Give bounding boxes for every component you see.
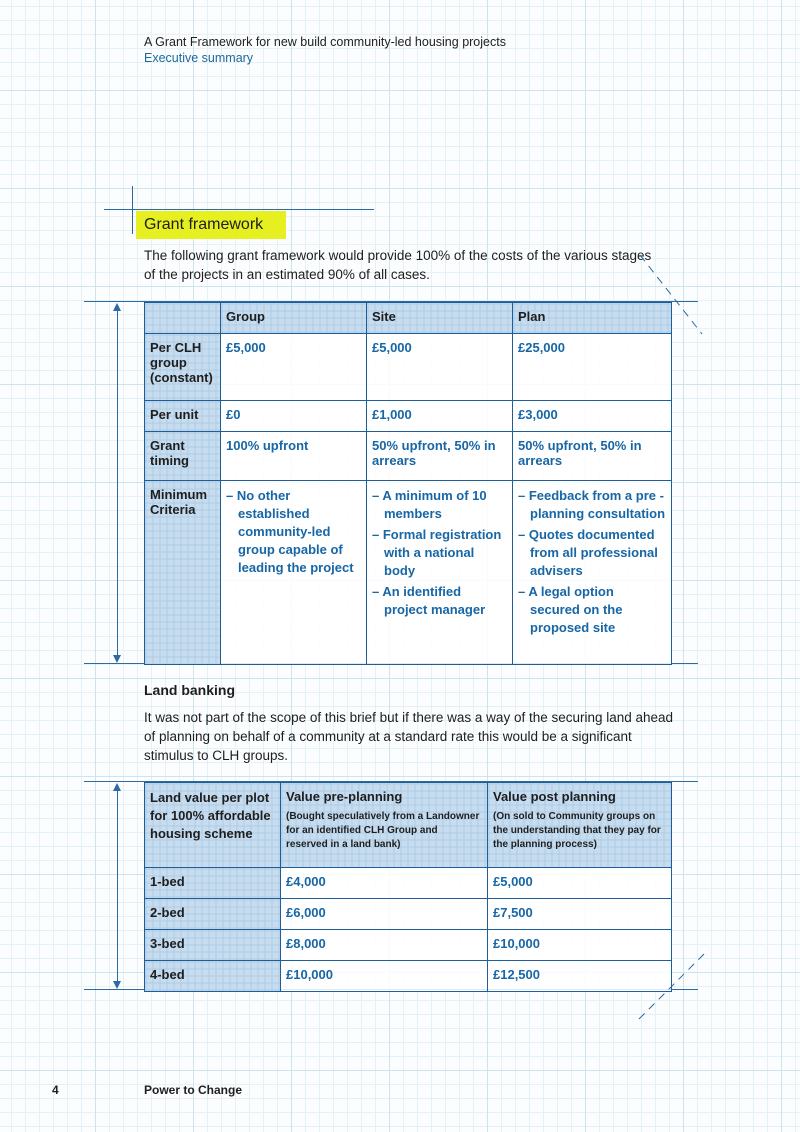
row-label: Per unit <box>145 401 221 432</box>
column-header-pre-planning <box>281 783 488 868</box>
table-cell: £4,000 <box>281 868 488 899</box>
criteria-item: – A minimum of 10 members <box>372 488 487 521</box>
table-row <box>145 899 672 930</box>
column-header-plan: Plan <box>513 303 672 334</box>
row-label: Minimum Criteria <box>145 481 221 665</box>
header-note: (Bought speculatively from a Landowner for an identified CLH Group and reserved in a land bank) <box>286 811 480 850</box>
row-label: 1-bed <box>145 868 281 899</box>
criteria-item: – Quotes documented from all professional advisers <box>518 527 658 578</box>
footer-publisher: Power to Change <box>144 1083 243 1097</box>
criteria-cell-plan <box>513 481 672 665</box>
table-cell: £12,500 <box>488 961 672 992</box>
criteria-item: – An identified project manager <box>372 584 486 617</box>
row-label: Grant timing <box>145 432 221 481</box>
table-cell: £5,000 <box>488 868 672 899</box>
header-text: Land value per plot for 100% affordable housing scheme <box>150 790 271 841</box>
criteria-item: – No other established community-led group capable of leading the project <box>226 488 354 575</box>
table-cell: £0 <box>221 401 367 432</box>
table-cell: £10,000 <box>281 961 488 992</box>
page-number: 4 <box>52 1083 59 1097</box>
table-cell: £7,500 <box>488 899 672 930</box>
table-cell: £8,000 <box>281 930 488 961</box>
land-banking-text: It was not part of the scope of this brief but if there was a way of the securing land ahead of planning on behalf of a community at a standard rate this would be a significant stimulus to CLH groups. <box>144 710 674 763</box>
grant-framework-intro: The following grant framework would provide 100% of the costs of the various stages of the projects in an estimated 90% of all cases. <box>144 248 652 282</box>
table-cell: £25,000 <box>513 334 672 401</box>
table-row <box>145 432 672 481</box>
table-cell: 50% upfront, 50% in arrears <box>367 432 513 481</box>
land-value-table <box>144 782 672 992</box>
row-label: Per CLH group (constant) <box>145 334 221 401</box>
arrow-down-icon <box>113 981 121 989</box>
column-header-group: Group <box>221 303 367 334</box>
criteria-cell-site <box>367 481 513 665</box>
section-subtitle: Executive summary <box>144 51 254 65</box>
arrow-up-icon <box>113 783 121 791</box>
table-cell: £10,000 <box>488 930 672 961</box>
grant-framework-table <box>144 302 672 665</box>
grant-framework-heading: Grant framework <box>144 216 264 233</box>
table-cell: 50% upfront, 50% in arrears <box>513 432 672 481</box>
arrow-up-icon <box>113 303 121 311</box>
table-cell: 100% upfront <box>221 432 367 481</box>
frame-line-horizontal <box>104 209 374 210</box>
table-row <box>145 481 672 665</box>
header-note: (On sold to Community groups on the understanding that they pay for the planning process) <box>493 811 661 850</box>
land-banking-heading: Land banking <box>144 682 235 698</box>
row-label: 2-bed <box>145 899 281 930</box>
dimension-line <box>117 305 118 661</box>
arrow-down-icon <box>113 655 121 663</box>
header-text: Value pre-planning <box>286 789 403 804</box>
criteria-item: – A legal option secured on the proposed site <box>518 584 623 635</box>
criteria-item: – Formal registration with a national body <box>372 527 502 578</box>
row-label: 4-bed <box>145 961 281 992</box>
table-row <box>145 334 672 401</box>
header-text: Value post planning <box>493 789 616 804</box>
table-corner-cell <box>145 303 221 334</box>
dashed-guide-lines <box>630 950 710 1025</box>
table-row <box>145 401 672 432</box>
table-row <box>145 868 672 899</box>
criteria-cell-group <box>221 481 367 665</box>
table-cell: £5,000 <box>221 334 367 401</box>
table-row <box>145 961 672 992</box>
column-header-land-value <box>145 783 281 868</box>
criteria-item: – Feedback from a pre -planning consultation <box>518 488 666 521</box>
table-cell: £6,000 <box>281 899 488 930</box>
dashed-guide-lines <box>630 250 710 340</box>
column-header-site: Site <box>367 303 513 334</box>
table-cell: £3,000 <box>513 401 672 432</box>
column-header-post-planning <box>488 783 672 868</box>
table-cell: £1,000 <box>367 401 513 432</box>
document-title: A Grant Framework for new build community-led housing projects <box>144 35 506 49</box>
dimension-line <box>117 785 118 987</box>
table-cell: £5,000 <box>367 334 513 401</box>
row-label: 3-bed <box>145 930 281 961</box>
frame-line-vertical <box>132 186 133 234</box>
table-row <box>145 930 672 961</box>
